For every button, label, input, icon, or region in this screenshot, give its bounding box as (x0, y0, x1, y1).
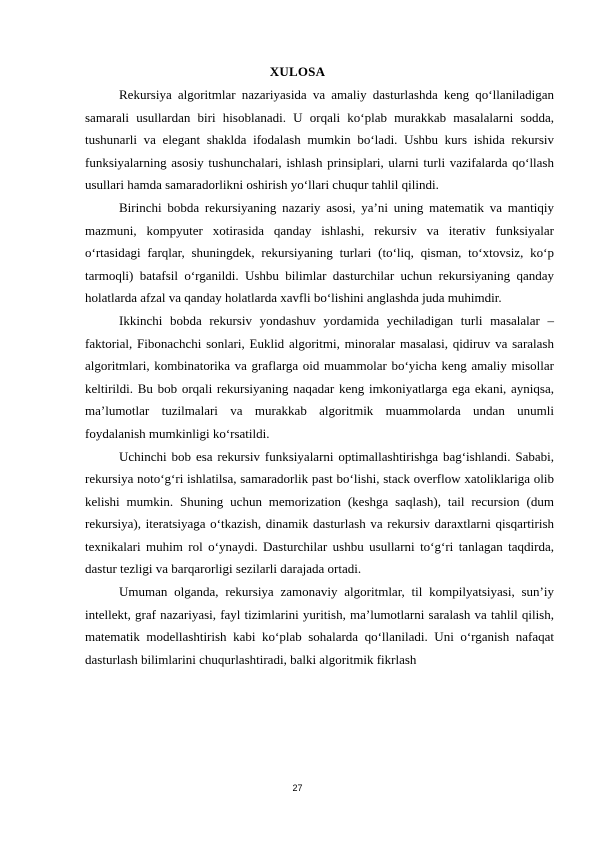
paragraph-2: Birinchi bobda rekursiyaning nazariy asosi, ya’ni uning matematik va mantiqiy mazmuni, kompyuter xotirasida qanday ishlashi, rekursiv va iterativ funksiyalar o‘rtasidagi farqlar, shuningdek, rekursiyaning turlari (to‘liq, qisman, to‘xtovsiz, ko‘p tarmoqli) batafsil o‘rganildi. Ushbu bilimlar dasturchilar uchun rekursiyaning qanday holatlarda afzal va qanday holatlarda xavfli bo‘lishini anglashda juda muhimdir. (85, 199, 554, 306)
paragraph-1: Rekursiya algoritmlar nazariyasida va amaliy dasturlashda keng qo‘llaniladigan samarali usullardan biri hisoblanadi. U orqali ko‘plab murakkab masalalarni sodda, tushunarli va elegant shaklda ifodalash mumkin bo‘ladi. Ushbu kurs ishida rekursiv funksiyalarning asosiy tushunchalari, ishlash prinsiplari, ularni turli vazifalarda qo‘llash usullari hamda samaradorlikni oshirish yo‘llari chuqur tahlil qilindi. (85, 87, 554, 193)
section-title: XULOSA (269, 64, 326, 79)
paragraph-5: Umuman olganda, rekursiya zamonaviy algoritmlar, til kompilyatsiyasi, sun’iy intellekt, graf nazariyasi, fayl tizimlarini yuritish, ma’lumotlarni saralash va tahlil qilish, matematik modellashtirish kabi ko‘plab sohalarda qo‘llaniladi. Uni o‘rganish nafaqat dasturlash bilimlarini chuqurlashtiradi, balki algoritmik fikrlash (85, 584, 554, 667)
paragraph-3: Ikkinchi bobda rekursiv yondashuv yordamida yechiladigan turli masalalar – faktorial, Fibonachchi sonlari, Euklid algoritmi, minoralar masalasi, qidiruv va saralash algoritmlari, kombinatorika va graflarga oid muammolar bo‘yicha keng amaliy misollar keltirildi. Bu bob orqali rekursiyaning naqadar keng imkoniyatlarga ega ekani, ayniqsa, ma’lumotlar tuzilmalari va murakkab algoritmik muammolarda undan unumli foydalanish mumkinligi ko‘rsatildi. (85, 312, 554, 441)
paragraph-4: Uchinchi bob esa rekursiv funksiyalarni optimallashtirishga bag‘ishlandi. Sababi, rekursiya noto‘g‘ri ishlatilsa, samaradorlik past bo‘lishi, stack overflow xatoliklariga olib kelishi mumkin. Shuning uchun memorization (keshga saqlash), tail recursion (dum rekursiya), iteratsiyaga o‘tkazish, dinamik dasturlash va rekursiv daraxtlarni qisqartirish texnikalari muhim rol o‘ynaydi. Dasturchilar ushbu usullarni to‘g‘ri tanlagan taqdirda, dastur tezligi va barqarorligi sezilarli darajada ortadi. (85, 448, 554, 577)
page-number: 27 (292, 783, 303, 793)
body-text (85, 84, 554, 671)
